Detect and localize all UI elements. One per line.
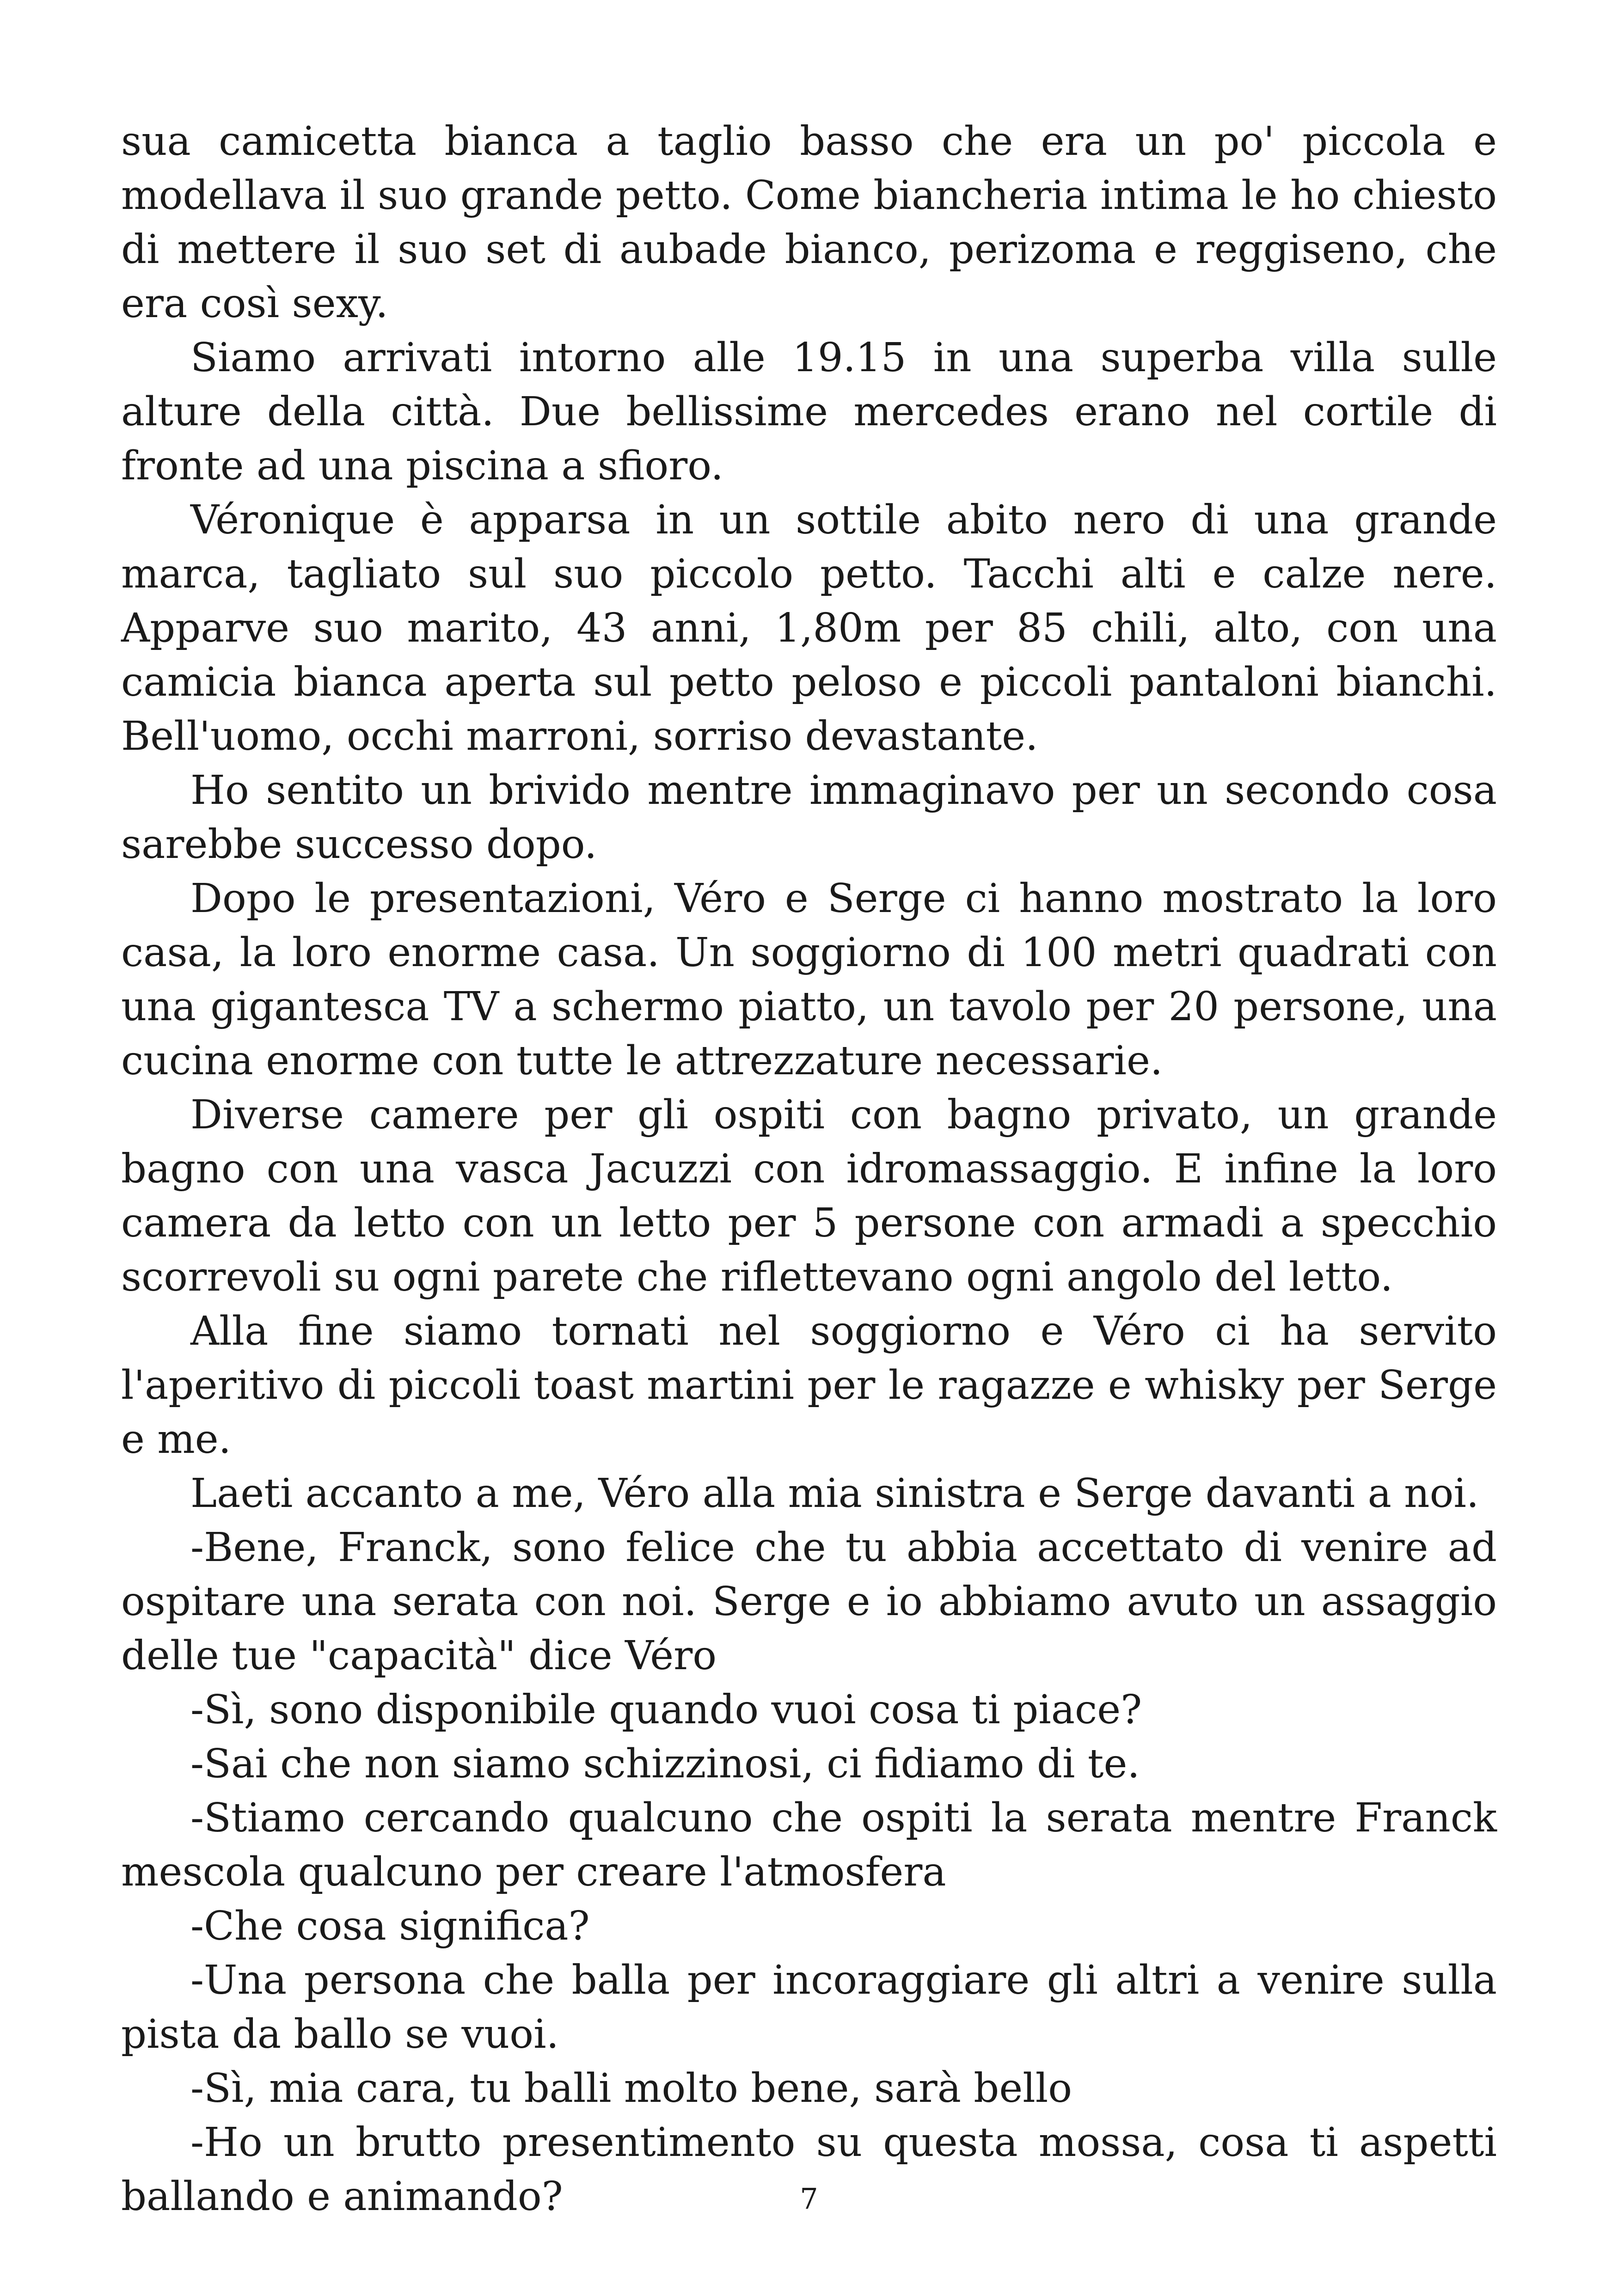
paragraph: -Bene, Franck, sono felice che tu abbia accettato di venire ad ospitare una serata con noi. Serge e io abbiamo avuto un assaggio delle tue "capacità" dice Véro (121, 1525, 1497, 1679)
paragraph: Dopo le presentazioni, Véro e Serge ci hanno mostrato la loro casa, la loro enorme casa. Un soggiorno di 100 metri quadrati con una gigantesca TV a schermo piatto, un tavolo per 20 persone, una cucina enorme con tutte le attrezzature necessarie. (121, 876, 1497, 1084)
paragraph: Siamo arrivati intorno alle 19.15 in una superba villa sulle alture della città. Due bellissime mercedes erano nel cortile di fronte ad una piscina a sfioro. (121, 335, 1497, 489)
paragraph: Laeti accanto a me, Véro alla mia sinistra e Serge davanti a noi. (190, 1470, 1479, 1517)
paragraph: -Una persona che balla per incoraggiare gli altri a venire sulla pista da ballo se vuoi. (121, 1957, 1497, 2057)
paragraph: -Che cosa significa? (190, 1903, 590, 1949)
paragraph: -Ho un brutto presentimento su questa mossa, cosa ti aspetti ballando e animando? (121, 2119, 1497, 2220)
paragraph: Alla fine siamo tornati nel soggiorno e Véro ci ha servito l'aperitivo di piccoli toast martini per le ragazze e whisky per Serge e me. (121, 1308, 1497, 1463)
paragraph: -Stiamo cercando qualcuno che ospiti la serata mentre Franck mescola qualcuno per creare l'atmosfera (121, 1795, 1497, 1895)
paragraph: -Sì, mia cara, tu balli molto bene, sarà bello (190, 2065, 1073, 2112)
paragraph: -Sai che non siamo schizzinosi, ci fidiamo di te. (190, 1741, 1140, 1787)
paragraph: -Sì, sono disponibile quando vuoi cosa ti piace? (190, 1687, 1142, 1733)
paragraph: Diverse camere per gli ospiti con bagno privato, un grande bagno con una vasca Jacuzzi con idromassaggio. E infine la loro camera da letto con un letto per 5 persone con armadi a specchio scorrevoli su ogni parete che riflettevano ogni angolo del letto. (121, 1092, 1497, 1300)
paragraph: Véronique è apparsa in un sottile abito nero di una grande marca, tagliato sul suo piccolo petto. Tacchi alti e calze nere. Apparve suo marito, 43 anni, 1,80m per 85 chili, alto, con una camicia bianca aperta sul petto peloso e piccoli pantaloni bianchi. Bell'uomo, occhi marroni, sorriso devastante. (121, 497, 1497, 759)
paragraph: sua camicetta bianca a taglio basso che era un po' piccola e modellava il suo grande petto. Come biancheria intima le ho chiesto di mettere il suo set di aubade bianco, perizoma e reggiseno, che era così sexy. (121, 118, 1497, 327)
page-number: 7 (800, 2182, 818, 2216)
body-text (121, 115, 1497, 2224)
paragraph: Ho sentito un brivido mentre immaginavo per un secondo cosa sarebbe successo dopo. (121, 767, 1497, 868)
